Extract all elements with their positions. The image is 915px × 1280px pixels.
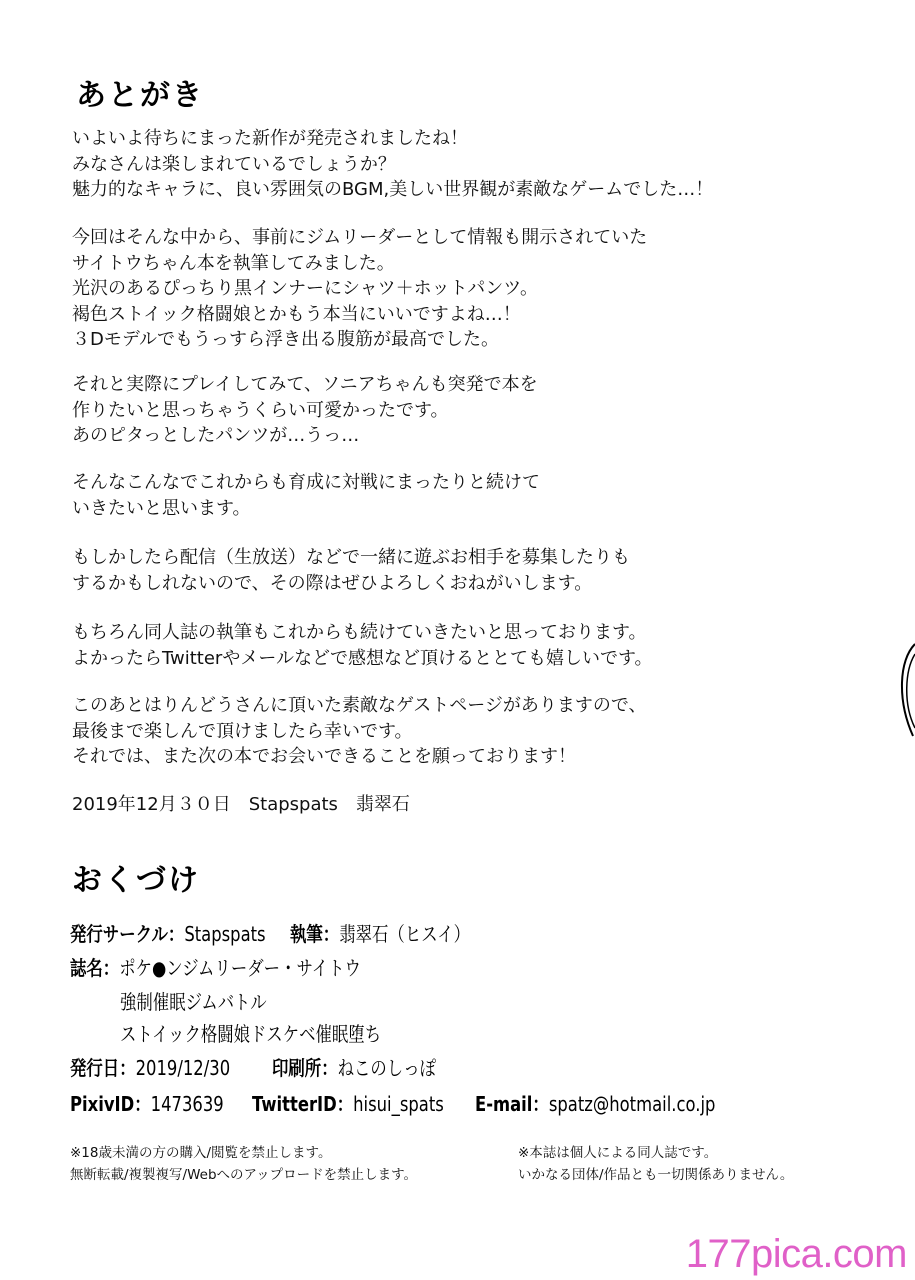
afterword-paragraph: このあとはりんどうさんに頂いた素敵なゲストページがありますので、 最後まで楽しんで頂けましたら幸いです。 それでは、また次の本でお会いできることを願っております！ [72, 695, 647, 767]
colophon-email-line [475, 1088, 715, 1117]
colophon-twitter-line [252, 1088, 444, 1117]
date-value: 2019/12/30 [135, 1056, 231, 1080]
author-value: 翡翠石（ヒスイ） [339, 922, 471, 946]
printer-value: ねこのしっぽ [337, 1056, 436, 1080]
notice-left: ※18歳未満の方の購入/閲覧を禁止します。 無断転載/複製複写/Webへのアップロードを禁止します。 [70, 1145, 418, 1183]
pixiv-label: PixivID： [70, 1092, 151, 1116]
colophon-date-line [70, 1052, 230, 1081]
book-title-label: 誌名： [70, 956, 120, 980]
notice-right: ※本誌は個人による同人誌です。 いかなる団体/作品とも一切関係ありません。 [518, 1145, 794, 1183]
book-title-3: ストイック格闘娘ドスケベ催眠堕ち [120, 1022, 382, 1046]
book-title-1: ポケ●ンジムリーダー・サイトウ [119, 956, 361, 980]
email-label: E-mail： [475, 1092, 549, 1116]
page-edge-illustration [891, 640, 915, 740]
afterword-title: あとがき [76, 78, 204, 113]
afterword-signature: 2019年12月３０日 Stapspats 翡翠石 [72, 794, 410, 815]
colophon-title: おくづけ [72, 863, 200, 898]
afterword-paragraph: 今回はそんな中から、事前にジムリーダーとして情報も開示されていた サイトウちゃん本を執筆してみました。 光沢のあるぴっちり黒インナーにシャツ＋ホットパンツ。 褐色ストイック格闘娘とかもう本当にいいですよね…！ ３Dモデルでもうっすら浮き出る腹筋が最高でした。 [72, 227, 648, 350]
pixiv-value: 1473639 [150, 1092, 224, 1116]
circle-label: 発行サークル： [70, 922, 185, 946]
colophon-author-line [290, 918, 470, 947]
colophon-circle-line [70, 918, 266, 947]
twitter-value: hisui_spats [353, 1092, 444, 1116]
afterword-paragraph: もちろん同人誌の執筆もこれからも続けていきたいと思っております。 よかったらTwitterやメールなどで感想など頂けるととても嬉しいです。 [72, 622, 653, 669]
colophon-title-line [70, 952, 361, 981]
afterword-paragraph: それと実際にプレイしてみて、ソニアちゃんも突発で本を 作りたいと思っちゃうくらい可愛かったです。 あのピタっとしたパンツが…うっ… [72, 374, 538, 446]
colophon-pixiv-line [70, 1088, 224, 1117]
author-label: 執筆： [290, 922, 340, 946]
circle-value: Stapspats [184, 922, 266, 946]
afterword-paragraph: そんなこんなでこれからも育成に対戦にまったりと続けて いきたいと思います。 [72, 472, 540, 519]
date-label: 発行日： [70, 1056, 136, 1080]
email-value: spatz@hotmail.co.jp [548, 1092, 716, 1116]
twitter-label: TwitterID： [252, 1092, 354, 1116]
book-title-2: 強制催眠ジムバトル [120, 990, 267, 1014]
printer-label: 印刷所： [272, 1056, 338, 1080]
colophon-printer-line [272, 1052, 436, 1081]
watermark: 177pica.com [685, 1232, 907, 1276]
afterword-paragraph: もしかしたら配信（生放送）などで一緒に遊ぶお相手を募集したりも するかもしれないので、その際はぜひよろしくおねがいします。 [72, 547, 630, 594]
afterword-paragraph: いよいよ待ちにまった新作が発売されましたね！ みなさんは楽しまれているでしょうか？ 魅力的なキャラに、良い雰囲気のBGM,美しい世界観が素敵なゲームでした…！ [72, 128, 714, 200]
